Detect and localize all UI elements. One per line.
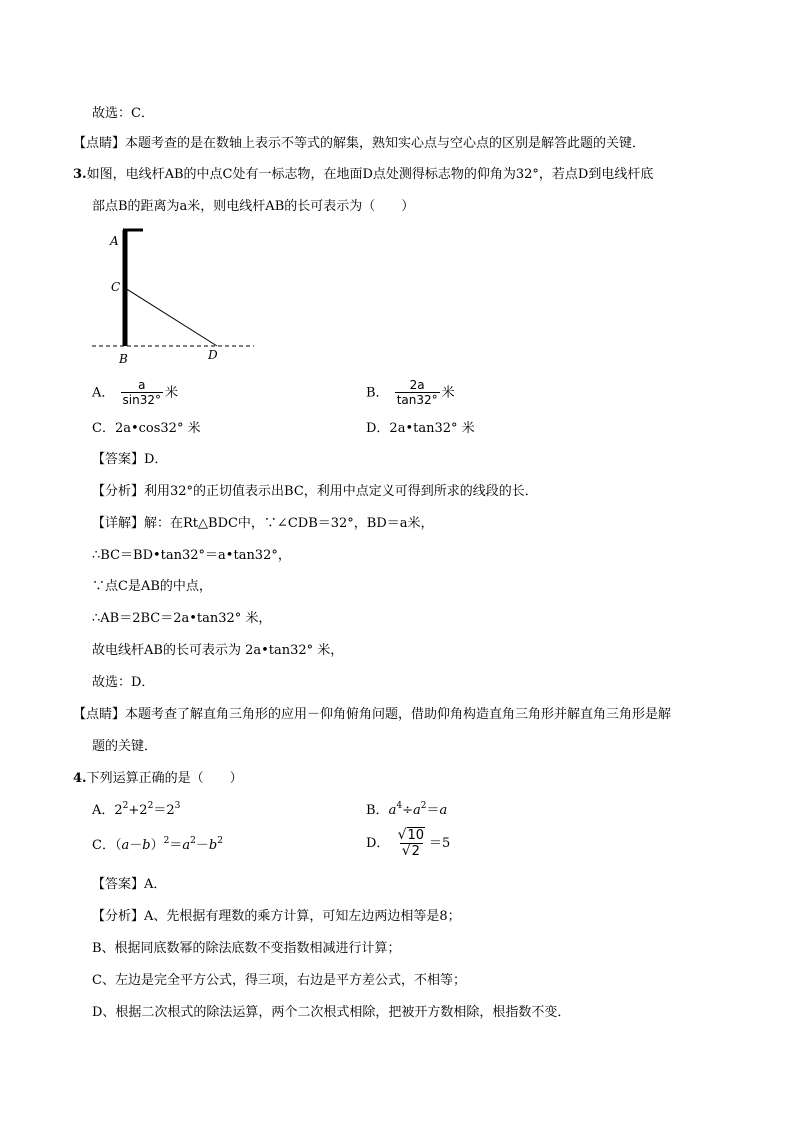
q3-option-a: [92, 378, 178, 408]
q3-stem-line2: 部点B的距离为a米，则电线杆AB的长可表示为（ ）: [92, 199, 415, 214]
q3-number: 3.: [73, 167, 87, 182]
q3-stem-line1: [73, 165, 653, 185]
q3-note-line2: 题的关键．: [92, 739, 158, 754]
q4-option-b: [366, 801, 447, 821]
q3-analysis: 【分析】利用32°的正切值表示出BC，利用中点定义可得到所求的线段的长．: [92, 484, 538, 499]
q4-option-a: [92, 801, 180, 821]
q4-answer: 【答案】A．: [92, 877, 167, 892]
q3-note-line1: [73, 705, 671, 725]
label-C: C: [111, 280, 121, 294]
option-b-label: B．: [366, 385, 389, 401]
q4-option-d-fraction: [396, 828, 427, 859]
q4-option-a-expr: $2^2+2^2=2^3$: [114, 801, 181, 818]
q4-stem-text: 下列运算正确的是（ ）: [86, 771, 243, 786]
q4-analysis-2: B、根据同底数幂的除法底数不变指数相减进行计算；: [92, 941, 401, 956]
denominator-radicand: 2: [411, 844, 420, 859]
q4-option-c: [92, 836, 223, 856]
sight-line: [125, 288, 217, 346]
option-b-fraction: [395, 378, 440, 408]
choice-line: 故选：C．: [92, 106, 154, 121]
label-A: A: [110, 234, 119, 248]
label-B: B: [119, 352, 128, 365]
option-a-fraction: [121, 378, 163, 408]
comment-tag: 【点睛】: [73, 136, 126, 151]
q4-option-d-denominator: √2: [400, 843, 423, 859]
option-b-numerator: 2a: [409, 378, 425, 392]
option-b-denominator: tan32°: [396, 393, 438, 407]
q3-detail-3: ∵点C是AB的中点，: [92, 579, 212, 594]
q4-analysis-1: 【分析】A、先根据有理数的乘方计算，可知左边两边相等是8；: [92, 909, 461, 924]
q4-option-d-rhs: ＝5: [429, 836, 451, 851]
q3-note-text: 本题考查了解直角三角形的应用－仰角俯角问题，借助仰角构造直角三角形并解直角三角形是解: [125, 707, 672, 722]
q4-option-a-label: A．: [92, 803, 115, 818]
q4-analysis-4: D、根据二次根式的除法运算，两个二次根式相除，把被开方数相除，根指数不变．: [92, 1005, 571, 1020]
comment-line: [73, 134, 645, 154]
q3-detail-6: 故选：D．: [92, 675, 155, 690]
q3-stem-text1: 如图，电线杆AB的中点C处有一标志物，在地面D点处测得标志物的仰角为32°，若点D到电线杆底: [86, 167, 654, 182]
option-a-denominator: sin32°: [122, 393, 161, 407]
option-a-unit: 米: [165, 385, 179, 401]
q3-option-b: [366, 378, 455, 408]
q4-number: 4.: [73, 771, 87, 786]
q4-option-c-label: C．: [92, 838, 115, 853]
q4-option-b-expr: $a^4\div a^2=a$: [388, 801, 448, 818]
q3-option-c: C．2a•cos32° 米: [92, 421, 201, 436]
comment-text: 本题考查的是在数轴上表示不等式的解集，熟知实心点与空心点的区别是解答此题的关键．: [125, 136, 646, 151]
q3-detail-4: ∴AB＝2BC＝2a•tan32° 米，: [92, 611, 272, 626]
numerator-radicand: 10: [407, 828, 425, 843]
q3-detail-1: 【详解】解：在Rt△BDC中，∵∠CDB＝32°，BD＝a米，: [92, 516, 434, 531]
q4-analysis-3: C、左边是完全平方公式，得三项，右边是平方差公式，不相等；: [92, 973, 466, 988]
option-a-label: A．: [92, 385, 115, 401]
q3-detail-5: 故电线杆AB的长可表示为 2a•tan32° 米，: [92, 643, 344, 658]
q4-option-b-label: B．: [366, 803, 389, 818]
q4-option-d-numerator: √10: [397, 827, 425, 843]
label-D: D: [208, 348, 218, 362]
option-a-numerator: a: [138, 378, 146, 392]
q3-note-tag: 【点睛】: [73, 707, 126, 722]
q3-detail-2: ∴BC＝BD•tan32°＝a•tan32°，: [92, 548, 291, 563]
q3-answer: 【答案】D．: [92, 452, 168, 467]
q4-stem: [73, 769, 243, 789]
q3-figure: [90, 225, 270, 365]
q4-option-c-expr: $(a-b)^2=a^2-b^2$: [114, 836, 223, 853]
option-b-unit: 米: [441, 385, 455, 401]
q4-option-d-label: D．: [366, 836, 390, 851]
q4-option-d: [366, 828, 450, 859]
q3-option-d: D．2a•tan32° 米: [366, 421, 475, 436]
